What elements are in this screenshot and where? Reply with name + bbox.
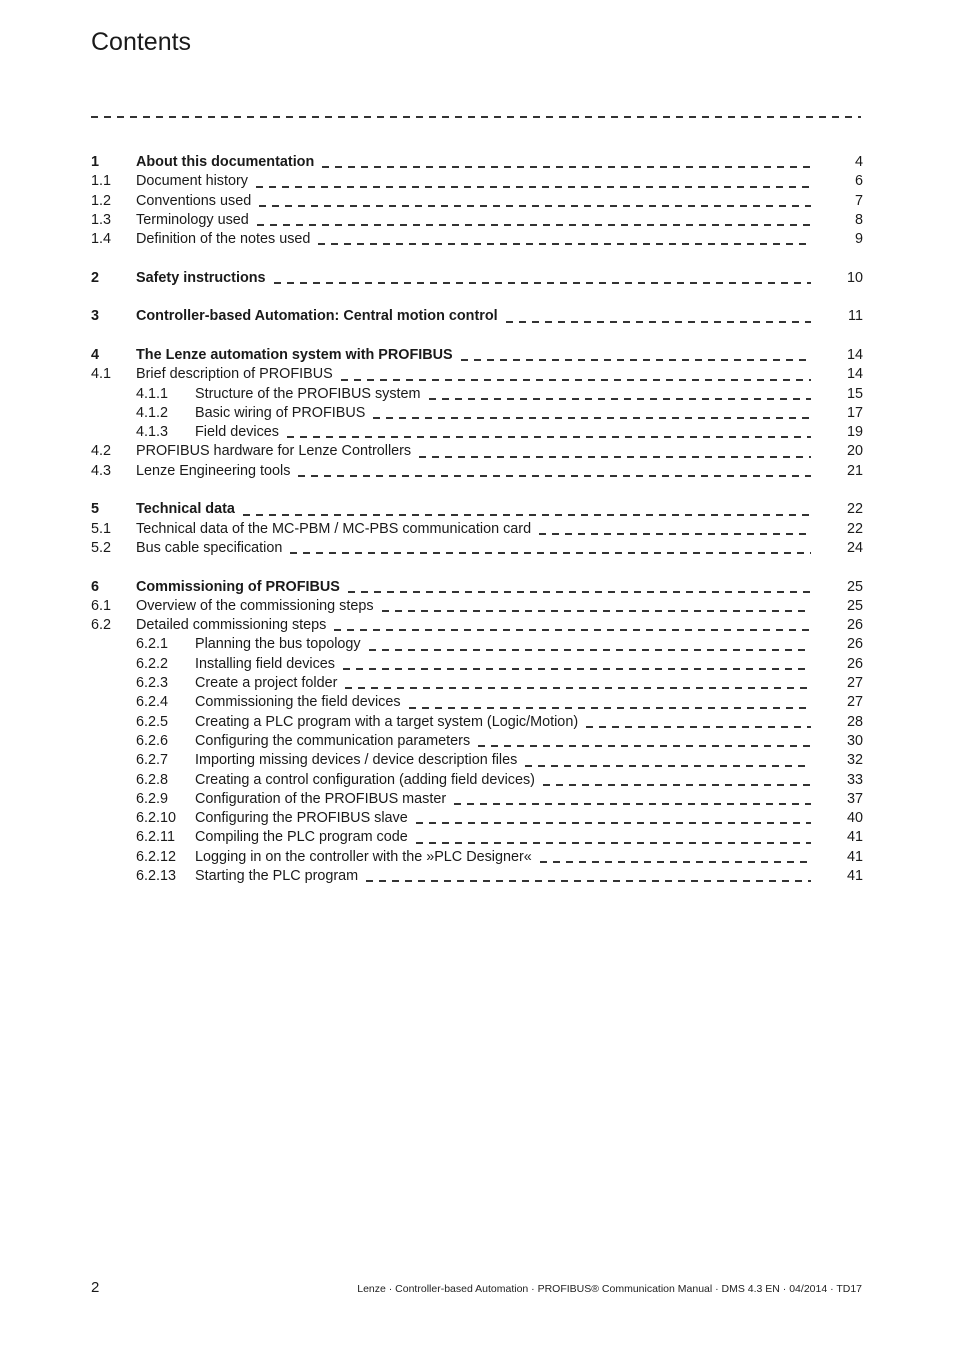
- toc-entry[interactable]: [91, 192, 863, 211]
- toc-entry[interactable]: [91, 655, 863, 674]
- toc-dot-leader: [416, 842, 811, 844]
- toc-entry-number: 6.2.11: [136, 829, 175, 846]
- toc-entry[interactable]: [91, 828, 863, 847]
- toc-dot-leader: [259, 205, 811, 207]
- toc-dot-leader: [416, 822, 811, 824]
- table-of-contents: [91, 153, 863, 886]
- toc-entry-page[interactable]: 17: [846, 404, 863, 421]
- toc-entry-page[interactable]: 15: [846, 385, 863, 402]
- toc-entry[interactable]: [91, 635, 863, 654]
- toc-dot-leader: [318, 243, 811, 245]
- toc-entry[interactable]: [91, 172, 863, 191]
- toc-entry-number: 6.2.8: [136, 771, 169, 788]
- toc-entry-number: 6.2.10: [136, 810, 177, 827]
- toc-entry-page[interactable]: 10: [846, 269, 863, 286]
- toc-entry[interactable]: [91, 404, 863, 423]
- footer-text: Lenze · Controller-based Automation · PROFIBUS® Communication Manual · DMS 4.3 EN · 04/2014 · TD17: [357, 1283, 862, 1295]
- toc-dot-leader: [345, 687, 811, 689]
- toc-entry-title[interactable]: Configuring the PROFIBUS slave: [195, 810, 408, 827]
- toc-entry-number: 1.1: [91, 173, 112, 190]
- toc-entry-number: 4.1.1: [136, 385, 169, 402]
- toc-entry[interactable]: [91, 385, 863, 404]
- toc-entry-page[interactable]: 41: [846, 848, 863, 865]
- toc-entry-title[interactable]: Terminology used: [136, 211, 249, 228]
- toc-entry-title[interactable]: Brief description of PROFIBUS: [136, 366, 333, 383]
- toc-dot-leader: [322, 166, 811, 168]
- toc-dot-leader: [257, 224, 811, 226]
- toc-entry-number: 6.2: [91, 617, 112, 634]
- toc-entry-title[interactable]: Create a project folder: [195, 675, 338, 692]
- toc-entry-page[interactable]: 21: [846, 462, 863, 479]
- toc-entry[interactable]: [91, 365, 863, 384]
- toc-dot-leader: [586, 726, 811, 728]
- toc-entry[interactable]: [91, 346, 863, 365]
- toc-entry-number: 4.1.3: [136, 424, 169, 441]
- toc-dot-leader: [334, 629, 811, 631]
- toc-entry[interactable]: [91, 790, 863, 809]
- toc-entry-number: 5: [91, 501, 100, 518]
- toc-entry-page[interactable]: 41: [846, 829, 863, 846]
- toc-dot-leader: [478, 745, 811, 747]
- toc-dot-leader: [290, 552, 811, 554]
- toc-entry-page[interactable]: 33: [846, 771, 863, 788]
- toc-dot-leader: [373, 417, 811, 419]
- toc-entry-title[interactable]: Planning the bus topology: [195, 636, 361, 653]
- toc-dot-leader: [298, 475, 811, 477]
- toc-dot-leader: [382, 610, 811, 612]
- toc-entry[interactable]: [91, 230, 863, 249]
- toc-entry-title[interactable]: Bus cable specification: [136, 539, 283, 556]
- toc-entry-number: 6: [91, 578, 100, 595]
- toc-dot-leader: [348, 591, 811, 593]
- toc-entry-title[interactable]: Installing field devices: [195, 655, 335, 672]
- toc-entry[interactable]: [91, 211, 863, 230]
- toc-entry-number: 6.2.4: [136, 694, 169, 711]
- toc-entry-title[interactable]: Lenze Engineering tools: [136, 462, 291, 479]
- toc-entry[interactable]: [91, 674, 863, 693]
- toc-entry[interactable]: [91, 751, 863, 770]
- toc-dot-leader: [366, 880, 811, 882]
- toc-entry-page[interactable]: 9: [854, 231, 863, 248]
- toc-entry-title[interactable]: Starting the PLC program: [195, 867, 359, 884]
- toc-entry-page[interactable]: 19: [846, 424, 863, 441]
- toc-entry-page[interactable]: 22: [846, 501, 863, 518]
- toc-entry[interactable]: [91, 539, 863, 558]
- toc-dot-leader: [343, 668, 811, 670]
- toc-entry-title[interactable]: Controller-based Automation: Central motion control: [136, 308, 498, 325]
- toc-dot-leader: [429, 398, 811, 400]
- toc-entry-title[interactable]: Safety instructions: [136, 269, 266, 286]
- toc-entry-title[interactable]: Importing missing devices / device description files: [195, 752, 518, 769]
- toc-entry-title[interactable]: Conventions used: [136, 192, 252, 209]
- toc-dot-leader: [369, 649, 811, 651]
- toc-entry-title[interactable]: Definition of the notes used: [136, 231, 311, 248]
- page-number: 2: [91, 1279, 100, 1296]
- toc-entry[interactable]: [91, 616, 863, 635]
- toc-entry-title[interactable]: Overview of the commissioning steps: [136, 597, 374, 614]
- toc-entry-number: 1.4: [91, 231, 112, 248]
- toc-dot-leader: [454, 803, 811, 805]
- toc-entry[interactable]: [91, 713, 863, 732]
- toc-entry-title[interactable]: Configuring the communication parameters: [195, 732, 471, 749]
- toc-entry[interactable]: [91, 462, 863, 481]
- toc-dot-leader: [525, 765, 811, 767]
- toc-entry[interactable]: [91, 442, 863, 461]
- toc-entry-page[interactable]: 26: [846, 617, 863, 634]
- toc-entry-number: 6.2.3: [136, 675, 169, 692]
- toc-entry-page[interactable]: 22: [846, 520, 863, 537]
- toc-dot-leader: [274, 282, 811, 284]
- toc-entry-page[interactable]: 26: [846, 636, 863, 653]
- toc-dot-leader: [539, 533, 811, 535]
- toc-entry[interactable]: [91, 269, 863, 288]
- toc-entry-title[interactable]: Commissioning the field devices: [195, 694, 401, 711]
- toc-dot-leader: [461, 359, 811, 361]
- toc-entry-page[interactable]: 40: [846, 810, 863, 827]
- toc-entry-title[interactable]: About this documentation: [136, 154, 315, 170]
- toc-entry-page[interactable]: 8: [854, 211, 863, 228]
- toc-entry-number: 4.2: [91, 443, 112, 460]
- toc-entry-page[interactable]: 11: [848, 308, 863, 325]
- toc-entry-title[interactable]: Technical data: [136, 501, 235, 518]
- toc-entry-number: 1: [91, 154, 100, 170]
- toc-entry[interactable]: [91, 153, 863, 172]
- toc-entry-title[interactable]: Creating a PLC program with a target system (Logic/Motion): [195, 713, 579, 730]
- toc-dot-leader: [419, 456, 811, 458]
- toc-entry-page[interactable]: 14: [846, 366, 863, 383]
- toc-entry-page[interactable]: 26: [846, 655, 863, 672]
- toc-entry-number: 6.2.2: [136, 655, 169, 672]
- toc-entry[interactable]: [91, 500, 863, 519]
- toc-entry-title[interactable]: Detailed commissioning steps: [136, 617, 327, 634]
- toc-entry-number: 6.2.9: [136, 790, 169, 807]
- toc-dot-leader: [341, 379, 811, 381]
- toc-entry-number: 1.3: [91, 211, 112, 228]
- toc-entry-title[interactable]: Technical data of the MC-PBM / MC-PBS communication card: [136, 520, 532, 537]
- toc-entry-number: 6.2.5: [136, 713, 169, 730]
- toc-entry-number: 6.2.12: [136, 848, 177, 865]
- toc-dot-leader: [540, 861, 811, 863]
- toc-dot-leader: [506, 321, 811, 323]
- toc-entry-page[interactable]: 20: [846, 443, 863, 460]
- toc-entry[interactable]: [91, 520, 863, 539]
- toc-entry-page[interactable]: 28: [846, 713, 863, 730]
- page-title: Contents: [91, 28, 192, 56]
- toc-entry-number: 2: [91, 269, 100, 286]
- toc-entry-number: 4.1: [91, 366, 112, 383]
- toc-entry-page[interactable]: 25: [846, 597, 863, 614]
- toc-dot-leader: [409, 707, 811, 709]
- toc-entry-number: 4.3: [91, 462, 112, 479]
- toc-entry[interactable]: [91, 423, 863, 442]
- toc-entry-page[interactable]: 37: [846, 790, 863, 807]
- toc-entry-page[interactable]: 32: [846, 752, 863, 769]
- toc-entry-title[interactable]: Structure of the PROFIBUS system: [195, 385, 421, 402]
- toc-entry-number: 6.2.13: [136, 867, 177, 884]
- toc-entry-title[interactable]: Creating a control configuration (adding field devices): [195, 771, 535, 788]
- toc-entry[interactable]: [91, 809, 863, 828]
- toc-entry-number: 6.2.7: [136, 752, 169, 769]
- toc-entry-title[interactable]: Commissioning of PROFIBUS: [136, 578, 340, 595]
- toc-entry-title[interactable]: Configuration of the PROFIBUS master: [195, 790, 447, 807]
- toc-entry-title[interactable]: Field devices: [195, 424, 279, 441]
- toc-entry-page[interactable]: 24: [846, 539, 863, 556]
- toc-entry-title[interactable]: Basic wiring of PROFIBUS: [195, 404, 366, 421]
- toc-entry-title[interactable]: Logging in on the controller with the »PLC Designer«: [195, 848, 532, 865]
- toc-entry-title[interactable]: Compiling the PLC program code: [195, 829, 408, 846]
- toc-entry[interactable]: [91, 578, 863, 597]
- toc-entry-number: 5.2: [91, 539, 112, 556]
- toc-entry-title[interactable]: Document history: [136, 173, 248, 190]
- toc-entry-page[interactable]: 41: [846, 867, 863, 884]
- toc-entry-title[interactable]: The Lenze automation system with PROFIBUS: [136, 346, 453, 363]
- toc-entry-number: 5.1: [91, 520, 112, 537]
- toc-entry-number: 6.2.6: [136, 732, 169, 749]
- toc-entry-page[interactable]: 27: [846, 694, 863, 711]
- toc-dot-leader: [256, 186, 811, 188]
- toc-entry-title[interactable]: PROFIBUS hardware for Lenze Controllers: [136, 443, 412, 460]
- toc-entry-number: 1.2: [91, 192, 112, 209]
- toc-entry[interactable]: [91, 693, 863, 712]
- toc-dot-leader: [287, 436, 811, 438]
- toc-entry[interactable]: [91, 732, 863, 751]
- toc-entry-page[interactable]: 6: [854, 173, 863, 190]
- toc-entry[interactable]: [91, 597, 863, 616]
- toc-entry[interactable]: [91, 307, 863, 326]
- toc-entry[interactable]: [91, 867, 863, 886]
- toc-entry-page[interactable]: 27: [846, 675, 863, 692]
- toc-entry-number: 6.2.1: [136, 636, 169, 653]
- toc-entry-page[interactable]: 7: [854, 192, 863, 209]
- toc-entry[interactable]: [91, 848, 863, 867]
- toc-entry-number: 4: [91, 346, 100, 363]
- title-divider: [91, 116, 861, 118]
- toc-entry-page[interactable]: 14: [846, 346, 863, 363]
- toc-entry-number: 6.1: [91, 597, 112, 614]
- toc-entry-page[interactable]: 4: [854, 154, 863, 170]
- toc-dot-leader: [543, 784, 811, 786]
- toc-entry-number: 3: [91, 308, 100, 325]
- toc-dot-leader: [243, 514, 811, 516]
- toc-entry-number: 4.1.2: [136, 404, 169, 421]
- toc-entry-page[interactable]: 30: [846, 732, 863, 749]
- toc-entry[interactable]: [91, 771, 863, 790]
- toc-entry-page[interactable]: 25: [846, 578, 863, 595]
